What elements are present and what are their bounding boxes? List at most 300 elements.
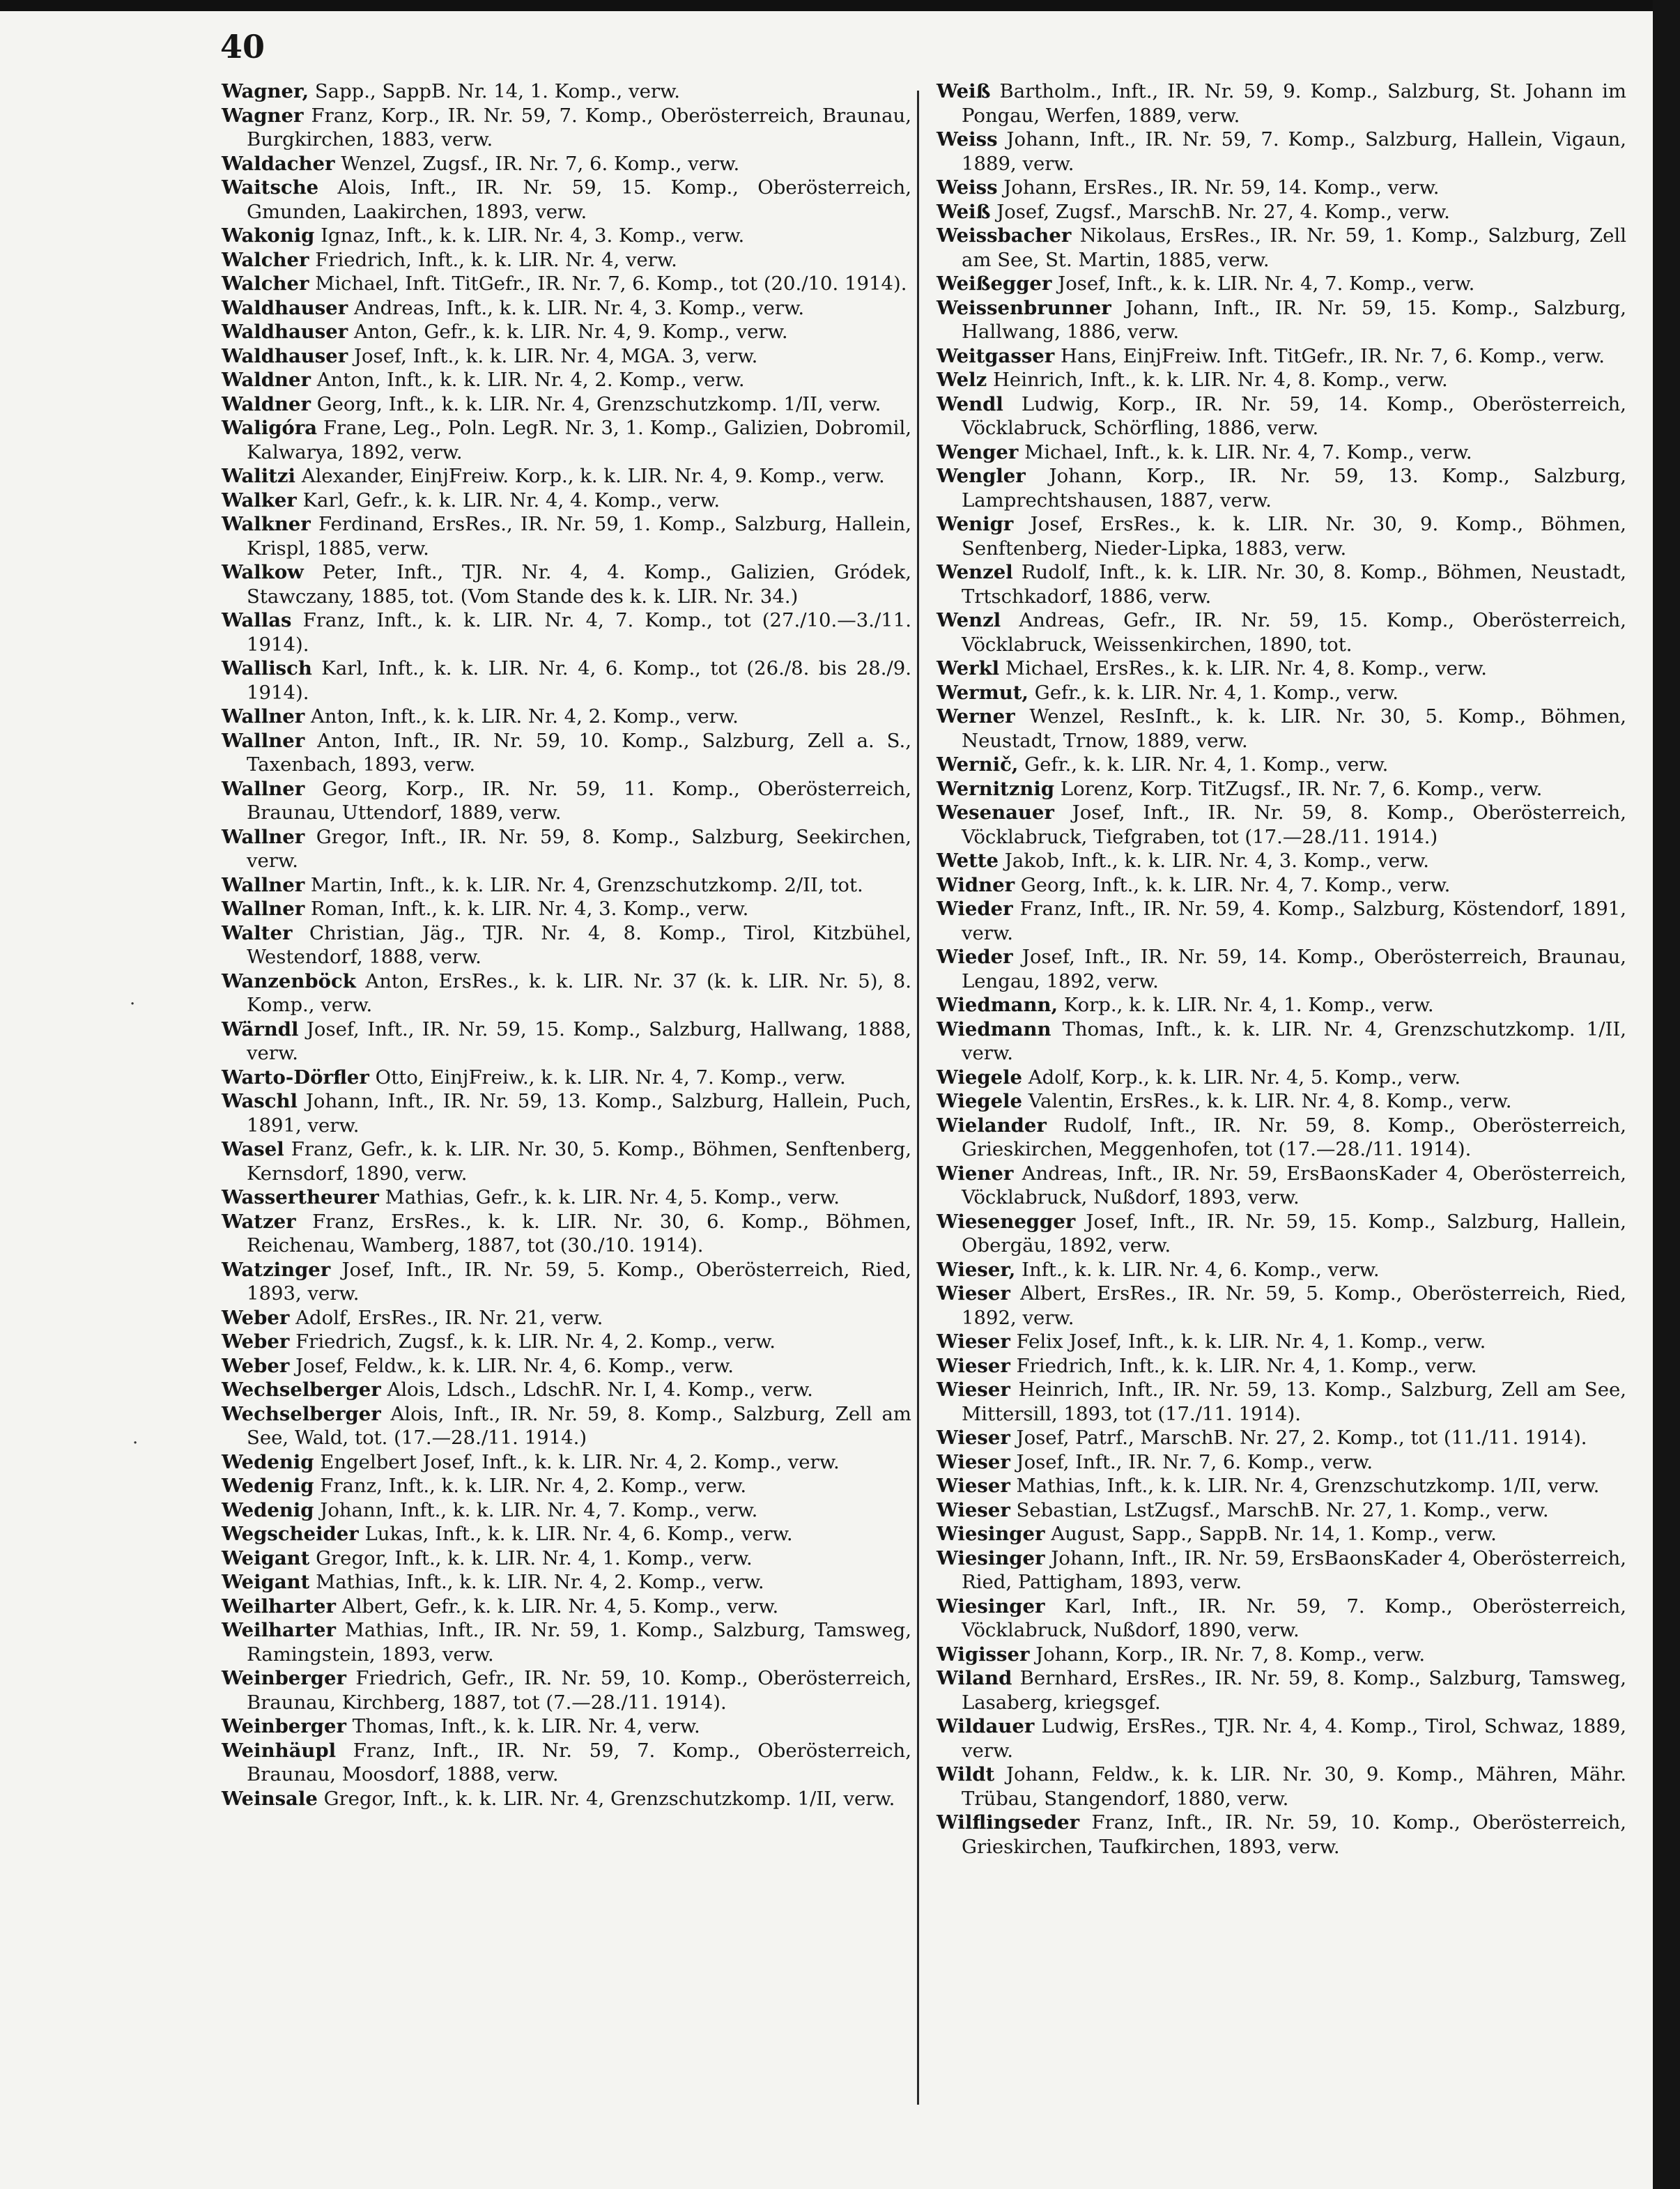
- entry-details: Friedrich, Zugsf., k. k. LIR. Nr. 4, 2. Komp., verw.: [289, 1330, 776, 1353]
- register-entry: [937, 272, 1626, 296]
- entry-details: Gefr., k. k. LIR. Nr. 4, 1. Komp., verw.: [1018, 753, 1389, 776]
- register-entry: [937, 1714, 1626, 1762]
- entry-surname: Wenzel: [937, 561, 1013, 583]
- entry-details: Karl, Inft., k. k. LIR. Nr. 4, 6. Komp., tot (26./8. bis 28./9. 1914).: [247, 657, 911, 704]
- entry-surname: Waldner: [222, 369, 311, 391]
- entry-details: Johann, Feldw., k. k. LIR. Nr. 30, 9. Komp., Mähren, Mähr. Trübau, Stangendorf, 1880, verw.: [962, 1763, 1626, 1810]
- entry-surname: Weitgasser: [937, 344, 1055, 367]
- register-entry: [222, 1474, 911, 1498]
- entry-surname: Waldner: [222, 392, 311, 415]
- register-entry: [222, 1330, 911, 1354]
- entry-details: Johann, Inft., IR. Nr. 59, 13. Komp., Salzburg, Hallein, Puch, 1891, verw.: [247, 1090, 911, 1137]
- register-entry: [937, 993, 1626, 1017]
- entry-details: Josef, Feldw., k. k. LIR. Nr. 4, 6. Komp., verw.: [289, 1354, 734, 1377]
- register-entry: [222, 512, 911, 560]
- register-entry: [937, 1426, 1626, 1450]
- entry-surname: Wieser: [937, 1450, 1010, 1473]
- entry-surname: Watzer: [222, 1210, 296, 1233]
- register-entry: [222, 416, 911, 464]
- entry-surname: Wiegele: [937, 1090, 1023, 1112]
- register-entry: [937, 801, 1626, 849]
- entry-surname: Weber: [222, 1330, 290, 1353]
- entry-details: Anton, Inft., k. k. LIR. Nr. 4, 2. Komp., verw.: [305, 705, 739, 728]
- entry-surname: Wallner: [222, 898, 305, 920]
- entry-details: Bartholm., Inft., IR. Nr. 59, 9. Komp., Salzburg, St. Johann im Pongau, Werfen, 1889, verw.: [962, 80, 1626, 127]
- entry-details: Valentin, ErsRes., k. k. LIR. Nr. 4, 8. Komp., verw.: [1022, 1090, 1512, 1112]
- register-entry: [937, 849, 1626, 873]
- entry-details: Albert, Gefr., k. k. LIR. Nr. 4, 5. Komp., verw.: [336, 1595, 779, 1618]
- entry-surname: Wigisser: [937, 1643, 1030, 1666]
- entry-surname: Wiland: [937, 1667, 1012, 1689]
- entry-surname: Walkner: [222, 513, 311, 535]
- entry-details: Franz, ErsRes., k. k. LIR. Nr. 30, 6. Komp., Böhmen, Reichenau, Wamberg, 1887, tot (30./10. 1914).: [247, 1210, 911, 1257]
- entry-surname: Wallner: [222, 777, 305, 800]
- entry-details: Peter, Inft., TJR. Nr. 4, 4. Komp., Galizien, Gródek, Stawczany, 1885, tot. (Vom Stande des k. k. LIR. Nr. 34.): [247, 561, 911, 608]
- left-column: [222, 79, 911, 1811]
- entry-surname: Wiegele: [937, 1066, 1023, 1089]
- entry-details: Alois, Inft., IR. Nr. 59, 15. Komp., Oberösterreich, Gmunden, Laakirchen, 1893, verw.: [247, 176, 911, 223]
- entry-surname: Watzinger: [222, 1258, 331, 1281]
- right-column: [937, 79, 1626, 1859]
- entry-surname: Wallas: [222, 609, 292, 631]
- entry-surname: Wieser: [937, 1378, 1010, 1401]
- register-entry: [222, 1258, 911, 1306]
- entry-details: Johann, ErsRes., IR. Nr. 59, 14. Komp., verw.: [997, 176, 1440, 199]
- entry-details: Ludwig, ErsRes., TJR. Nr. 4, 4. Komp., Tirol, Schwaz, 1889, verw.: [962, 1715, 1626, 1762]
- register-entry: [937, 1258, 1626, 1282]
- entry-details: Rudolf, Inft., IR. Nr. 59, 8. Komp., Oberösterreich, Grieskirchen, Meggenhofen, tot (17.—28./11. 1914).: [962, 1114, 1626, 1160]
- entry-surname: Wieder: [937, 898, 1013, 920]
- register-entry: [222, 969, 911, 1017]
- register-entry: [937, 1330, 1626, 1354]
- entry-surname: Werner: [937, 705, 1015, 728]
- entry-details: Josef, Inft., IR. Nr. 7, 6. Komp., verw.: [1010, 1450, 1373, 1473]
- entry-surname: Walitzi: [222, 465, 295, 487]
- entry-details: Heinrich, Inft., IR. Nr. 59, 13. Komp., Salzburg, Zell am See, Mittersill, 1893, tot (17./11. 1914).: [962, 1378, 1626, 1425]
- entry-details: Gefr., k. k. LIR. Nr. 4, 1. Komp., verw.: [1028, 681, 1398, 704]
- entry-details: Karl, Inft., IR. Nr. 59, 7. Komp., Oberösterreich, Vöcklabruck, Nußdorf, 1890, verw.: [962, 1595, 1626, 1641]
- entry-surname: Wendl: [937, 392, 1003, 415]
- register-entry: [937, 1066, 1626, 1090]
- register-entry: [222, 897, 911, 921]
- register-entry: [937, 176, 1626, 200]
- register-entry: [937, 79, 1626, 128]
- entry-surname: Weber: [222, 1306, 290, 1329]
- entry-details: Anton, Inft., k. k. LIR. Nr. 4, 2. Komp., verw.: [310, 369, 745, 391]
- entry-details: Gregor, Inft., k. k. LIR. Nr. 4, Grenzschutzkomp. 1/II, verw.: [317, 1787, 895, 1810]
- register-entry: [937, 1498, 1626, 1523]
- entry-surname: Wakonig: [222, 224, 315, 247]
- entry-surname: Weilharter: [222, 1595, 337, 1618]
- register-entry: [937, 296, 1626, 344]
- entry-surname: Wengler: [937, 465, 1026, 487]
- entry-details: Ignaz, Inft., k. k. LIR. Nr. 4, 3. Komp., verw.: [314, 224, 745, 247]
- entry-details: Alexander, EinjFreiw. Korp., k. k. LIR. Nr. 4, 9. Komp., verw.: [295, 465, 885, 487]
- entry-surname: Wielander: [937, 1114, 1047, 1137]
- entry-surname: Werkl: [937, 657, 1000, 679]
- entry-surname: Wegscheider: [222, 1523, 359, 1545]
- register-entry: [222, 152, 911, 176]
- entry-details: Friedrich, Inft., k. k. LIR. Nr. 4, 1. Komp., verw.: [1010, 1354, 1477, 1377]
- entry-surname: Wenigr: [937, 513, 1014, 535]
- entry-surname: Waldhauser: [222, 296, 348, 319]
- entry-details: Anton, ErsRes., k. k. LIR. Nr. 37 (k. k. LIR. Nr. 5), 8. Komp., verw.: [247, 969, 911, 1016]
- entry-details: Johann, Korp., IR. Nr. 7, 8. Komp., verw.: [1029, 1643, 1426, 1666]
- entry-surname: Wedenig: [222, 1450, 314, 1473]
- entry-surname: Weigant: [222, 1571, 310, 1593]
- register-entry: [222, 1066, 911, 1090]
- register-entry: [937, 1595, 1626, 1643]
- entry-details: Ferdinand, ErsRes., IR. Nr. 59, 1. Komp., Salzburg, Hallein, Krispl, 1885, verw.: [247, 513, 911, 560]
- register-entry: [937, 368, 1626, 392]
- entry-details: Josef, Inft., IR. Nr. 59, 15. Komp., Salzburg, Hallein, Obergäu, 1892, verw.: [962, 1210, 1626, 1257]
- register-entry: [937, 1762, 1626, 1811]
- register-entry: [937, 897, 1626, 945]
- entry-details: Johann, Inft., k. k. LIR. Nr. 4, 7. Komp., verw.: [314, 1498, 758, 1521]
- entry-surname: Weiss: [937, 128, 998, 151]
- entry-details: Franz, Korp., IR. Nr. 59, 7. Komp., Oberösterreich, Braunau, Burgkirchen, 1883, verw.: [247, 104, 911, 151]
- entry-surname: Weiss: [937, 176, 998, 199]
- register-entry: [937, 440, 1626, 465]
- entry-details: Mathias, Inft., k. k. LIR. Nr. 4, 2. Komp., verw.: [309, 1571, 764, 1593]
- register-entry: [937, 512, 1626, 560]
- register-entry: [222, 296, 911, 321]
- register-entry: [222, 921, 911, 969]
- entry-details: Franz, Gefr., k. k. LIR. Nr. 30, 5. Komp., Böhmen, Senftenberg, Kernsdorf, 1890, verw.: [247, 1138, 911, 1185]
- entry-surname: Wechselberger: [222, 1378, 381, 1401]
- entry-surname: Wiesenegger: [937, 1210, 1076, 1233]
- register-entry: [222, 1787, 911, 1811]
- entry-details: Lorenz, Korp. TitZugsf., IR. Nr. 7, 6. Komp., verw.: [1054, 777, 1543, 800]
- register-entry: [937, 392, 1626, 440]
- page-number: 40: [220, 28, 265, 66]
- entry-details: Korp., k. k. LIR. Nr. 4, 1. Komp., verw.: [1058, 994, 1434, 1016]
- entry-details: Michael, Inft. TitGefr., IR. Nr. 7, 6. Komp., tot (20./10. 1914).: [309, 272, 907, 295]
- entry-details: Josef, Inft., IR. Nr. 59, 14. Komp., Oberösterreich, Braunau, Lengau, 1892, verw.: [962, 946, 1626, 992]
- register-entry: [222, 1137, 911, 1185]
- entry-surname: Wallner: [222, 873, 305, 896]
- entry-surname: Wieser,: [937, 1258, 1016, 1281]
- entry-surname: Wallner: [222, 705, 305, 728]
- entry-surname: Wärndl: [222, 1017, 299, 1040]
- register-entry: [937, 1546, 1626, 1595]
- register-entry: [222, 1595, 911, 1619]
- entry-surname: Waldhauser: [222, 321, 348, 343]
- entry-surname: Wiedmann: [937, 1017, 1051, 1040]
- register-entry: [222, 777, 911, 825]
- entry-surname: Wieser: [937, 1475, 1010, 1497]
- register-entry: [222, 224, 911, 248]
- entry-surname: Weinhäupl: [222, 1739, 337, 1762]
- entry-details: Nikolaus, ErsRes., IR. Nr. 59, 1. Komp., Salzburg, Zell am See, St. Martin, 1885, verw.: [962, 224, 1626, 271]
- register-entry: [222, 320, 911, 344]
- entry-surname: Weinsale: [222, 1787, 318, 1810]
- entry-surname: Walcher: [222, 248, 309, 271]
- register-entry: [222, 368, 911, 392]
- register-entry: [222, 1450, 911, 1475]
- entry-surname: Weissbacher: [937, 224, 1072, 247]
- entry-details: Franz, Inft., IR. Nr. 59, 7. Komp., Oberösterreich, Braunau, Moosdorf, 1888, verw.: [247, 1739, 911, 1785]
- entry-details: Josef, ErsRes., k. k. LIR. Nr. 30, 9. Komp., Böhmen, Senftenberg, Nieder-Lipka, 1883, verw.: [962, 513, 1626, 560]
- register-entry: [937, 464, 1626, 512]
- register-entry: [222, 464, 911, 489]
- entry-surname: Weissenbrunner: [937, 296, 1111, 319]
- register-entry: [937, 945, 1626, 993]
- entry-details: Thomas, Inft., k. k. LIR. Nr. 4, verw.: [346, 1715, 700, 1737]
- scan-top-edge: [0, 0, 1680, 11]
- register-entry: [222, 1354, 911, 1378]
- entry-surname: Wiesinger: [937, 1595, 1045, 1618]
- entry-details: Roman, Inft., k. k. LIR. Nr. 4, 3. Komp., verw.: [305, 898, 749, 920]
- entry-details: Franz, Inft., IR. Nr. 59, 10. Komp., Oberösterreich, Grieskirchen, Taufkirchen, 1893, verw.: [962, 1811, 1626, 1858]
- entry-surname: Wieser: [937, 1354, 1010, 1377]
- register-entry: [937, 1474, 1626, 1498]
- entry-surname: Wenzl: [937, 609, 1001, 631]
- entry-details: Christian, Jäg., TJR. Nr. 4, 8. Komp., Tirol, Kitzbühel, Westendorf, 1888, verw.: [247, 921, 911, 968]
- entry-details: Michael, Inft., k. k. LIR. Nr. 4, 7. Komp., verw.: [1018, 440, 1472, 463]
- entry-surname: Wilflingseder: [937, 1811, 1080, 1834]
- entry-details: Anton, Inft., IR. Nr. 59, 10. Komp., Salzburg, Zell a. S., Taxenbach, 1893, verw.: [247, 729, 911, 776]
- entry-details: Michael, ErsRes., k. k. LIR. Nr. 4, 8. Komp., verw.: [999, 657, 1488, 679]
- register-entry: [937, 705, 1626, 753]
- entry-surname: Waldacher: [222, 152, 335, 175]
- column-divider: [917, 91, 919, 2105]
- entry-surname: Waschl: [222, 1090, 298, 1112]
- register-entry: [222, 825, 911, 873]
- entry-details: Josef, Inft., k. k. LIR. Nr. 4, MGA. 3, verw.: [348, 344, 758, 367]
- register-entry: [222, 656, 911, 705]
- register-entry: [937, 1017, 1626, 1066]
- entry-surname: Weiß: [937, 200, 991, 223]
- register-entry: [937, 656, 1626, 681]
- entry-details: Frane, Leg., Poln. LegR. Nr. 3, 1. Komp., Galizien, Dobromil, Kalwarya, 1892, verw.: [247, 417, 911, 463]
- register-entry: [222, 1185, 911, 1210]
- register-entry: [937, 1378, 1626, 1426]
- entry-details: August, Sapp., SappB. Nr. 14, 1. Komp., verw.: [1045, 1523, 1497, 1545]
- register-entry: [937, 1282, 1626, 1330]
- entry-surname: Waitsche: [222, 176, 319, 199]
- register-entry: [937, 777, 1626, 801]
- register-entry: [222, 1378, 911, 1402]
- register-entry: [937, 608, 1626, 656]
- entry-surname: Walcher: [222, 272, 309, 295]
- entry-surname: Wieser: [937, 1282, 1010, 1305]
- entry-surname: Wermut,: [937, 681, 1028, 704]
- entry-details: Alois, Ldsch., LdschR. Nr. I, 4. Komp., verw.: [380, 1378, 813, 1401]
- register-entry: [222, 1498, 911, 1523]
- entry-surname: Wallisch: [222, 657, 312, 679]
- entry-details: Martin, Inft., k. k. LIR. Nr. 4, Grenzschutzkomp. 2/II, tot.: [305, 873, 863, 896]
- register-entry: [937, 1643, 1626, 1667]
- entry-details: Friedrich, Gefr., IR. Nr. 59, 10. Komp., Oberösterreich, Braunau, Kirchberg, 1887, tot (7.—28./11. 1914).: [247, 1667, 911, 1714]
- entry-surname: Wanzenböck: [222, 969, 356, 992]
- entry-details: Johann, Inft., IR. Nr. 59, ErsBaonsKader 4, Oberösterreich, Ried, Pattigham, 1893, verw.: [962, 1546, 1626, 1593]
- entry-details: Johann, Korp., IR. Nr. 59, 13. Komp., Salzburg, Lamprechtshausen, 1887, verw.: [962, 465, 1626, 512]
- entry-details: Gregor, Inft., IR. Nr. 59, 8. Komp., Salzburg, Seekirchen, verw.: [247, 825, 911, 872]
- entry-details: Wenzel, ResInft., k. k. LIR. Nr. 30, 5. Komp., Böhmen, Neustadt, Trnow, 1889, verw.: [962, 705, 1626, 752]
- entry-surname: Wagner,: [222, 80, 309, 102]
- entry-surname: Warto-Dörfler: [222, 1066, 369, 1089]
- entry-surname: Wassertheurer: [222, 1186, 379, 1208]
- register-entry: [937, 1666, 1626, 1714]
- register-entry: [937, 753, 1626, 777]
- register-entry: [222, 344, 911, 369]
- register-entry: [222, 272, 911, 296]
- entry-details: Mathias, Gefr., k. k. LIR. Nr. 4, 5. Komp., verw.: [378, 1186, 840, 1208]
- register-entry: [222, 1546, 911, 1571]
- entry-surname: Wedenig: [222, 1475, 314, 1497]
- entry-surname: Wenger: [937, 440, 1019, 463]
- entry-details: Johann, Inft., IR. Nr. 59, 15. Komp., Salzburg, Hallwang, 1886, verw.: [962, 296, 1626, 343]
- entry-details: Josef, Zugsf., MarschB. Nr. 27, 4. Komp., verw.: [990, 200, 1450, 223]
- entry-details: Sapp., SappB. Nr. 14, 1. Komp., verw.: [309, 80, 681, 102]
- register-entry: [222, 1089, 911, 1137]
- entry-details: Engelbert Josef, Inft., k. k. LIR. Nr. 4, 2. Komp., verw.: [314, 1450, 840, 1473]
- entry-surname: Weber: [222, 1354, 290, 1377]
- register-entry: [222, 1666, 911, 1714]
- entry-details: Alois, Inft., IR. Nr. 59, 8. Komp., Salzburg, Zell am See, Wald, tot. (17.—28./11. 1914.): [247, 1402, 911, 1449]
- entry-details: Johann, Inft., IR. Nr. 59, 7. Komp., Salzburg, Hallein, Vigaun, 1889, verw.: [962, 128, 1626, 175]
- entry-surname: Wieser: [937, 1498, 1010, 1521]
- entry-details: Sebastian, LstZugsf., MarschB. Nr. 27, 1. Komp., verw.: [1010, 1498, 1549, 1521]
- entry-surname: Wiener: [937, 1162, 1014, 1185]
- entry-details: Franz, Inft., k. k. LIR. Nr. 4, 7. Komp., tot (27./10.—3./11. 1914).: [247, 609, 911, 656]
- register-entry: [222, 1402, 911, 1450]
- entry-surname: Wieder: [937, 946, 1013, 968]
- margin-speck: ·: [132, 1433, 139, 1454]
- entry-surname: Wiedmann,: [937, 994, 1058, 1016]
- register-entry: [222, 729, 911, 777]
- register-entry: [222, 1210, 911, 1258]
- entry-surname: Wernitznig: [937, 777, 1055, 800]
- entry-details: Georg, Inft., k. k. LIR. Nr. 4, 7. Komp., verw.: [1015, 873, 1451, 896]
- entry-surname: Waldhauser: [222, 344, 348, 367]
- register-entry: [222, 1570, 911, 1595]
- entry-surname: Wedenig: [222, 1498, 314, 1521]
- entry-surname: Weilharter: [222, 1619, 337, 1641]
- register-entry: [937, 1354, 1626, 1378]
- entry-details: Karl, Gefr., k. k. LIR. Nr. 4, 4. Komp., verw.: [296, 489, 720, 512]
- entry-details: Friedrich, Inft., k. k. LIR. Nr. 4, verw.: [309, 248, 677, 271]
- entry-details: Rudolf, Inft., k. k. LIR. Nr. 30, 8. Komp., Böhmen, Neustadt, Trtschkadorf, 1886, verw.: [962, 561, 1626, 608]
- entry-surname: Wieser: [937, 1427, 1010, 1449]
- register-entry: [937, 344, 1626, 369]
- register-entry: [937, 1114, 1626, 1162]
- entry-surname: Widner: [937, 873, 1015, 896]
- register-entry: [222, 1306, 911, 1330]
- register-entry: [222, 560, 911, 608]
- entry-details: Thomas, Inft., k. k. LIR. Nr. 4, Grenzschutzkomp. 1/II, verw.: [962, 1017, 1626, 1064]
- register-entry: [937, 560, 1626, 608]
- register-entry: [222, 1618, 911, 1666]
- entry-surname: Wiesinger: [937, 1523, 1045, 1545]
- register-entry: [937, 1450, 1626, 1475]
- entry-details: Andreas, Inft., k. k. LIR. Nr. 4, 3. Komp., verw.: [348, 296, 805, 319]
- entry-details: Josef, Inft., IR. Nr. 59, 15. Komp., Salzburg, Hallwang, 1888, verw.: [247, 1017, 911, 1064]
- entry-details: Bernhard, ErsRes., IR. Nr. 59, 8. Komp., Salzburg, Tamsweg, Lasaberg, kriegsgef.: [962, 1667, 1626, 1714]
- entry-details: Lukas, Inft., k. k. LIR. Nr. 4, 6. Komp., verw.: [358, 1523, 793, 1545]
- entry-surname: Weißegger: [937, 272, 1052, 295]
- entry-details: Felix Josef, Inft., k. k. LIR. Nr. 4, 1. Komp., verw.: [1010, 1330, 1486, 1353]
- entry-details: Andreas, Inft., IR. Nr. 59, ErsBaonsKader 4, Oberösterreich, Vöcklabruck, Nußdorf, 1893, verw.: [962, 1162, 1626, 1208]
- register-entry: [222, 1017, 911, 1066]
- entry-details: Franz, Inft., IR. Nr. 59, 4. Komp., Salzburg, Köstendorf, 1891, verw.: [962, 898, 1626, 944]
- entry-surname: Wildt: [937, 1763, 995, 1785]
- register-entry: [222, 1522, 911, 1546]
- entry-surname: Weigant: [222, 1546, 310, 1569]
- margin-speck: ·: [130, 994, 136, 1015]
- entry-details: Gregor, Inft., k. k. LIR. Nr. 4, 1. Komp., verw.: [309, 1546, 753, 1569]
- entry-details: Franz, Inft., k. k. LIR. Nr. 4, 2. Komp., verw.: [314, 1475, 747, 1497]
- entry-details: Josef, Inft., k. k. LIR. Nr. 4, 7. Komp., verw.: [1051, 272, 1475, 295]
- entry-surname: Wallner: [222, 729, 305, 752]
- entry-surname: Walkow: [222, 561, 304, 583]
- entry-surname: Wesenauer: [937, 801, 1054, 824]
- register-entry: [937, 1089, 1626, 1114]
- entry-details: Mathias, Inft., k. k. LIR. Nr. 4, Grenzschutzkomp. 1/II, verw.: [1010, 1475, 1600, 1497]
- register-entry: [937, 1811, 1626, 1859]
- entry-surname: Weinberger: [222, 1667, 347, 1689]
- entry-surname: Wasel: [222, 1138, 284, 1160]
- entry-surname: Weinberger: [222, 1715, 347, 1737]
- register-entry: [222, 489, 911, 513]
- register-entry: [222, 1739, 911, 1787]
- register-entry: [222, 176, 911, 224]
- entry-details: Otto, EinjFreiw., k. k. LIR. Nr. 4, 7. Komp., verw.: [369, 1066, 846, 1089]
- entry-details: Mathias, Inft., IR. Nr. 59, 1. Komp., Salzburg, Tamsweg, Ramingstein, 1893, verw.: [247, 1619, 911, 1666]
- entry-details: Adolf, Korp., k. k. LIR. Nr. 4, 5. Komp., verw.: [1022, 1066, 1461, 1089]
- entry-details: Josef, Inft., IR. Nr. 59, 8. Komp., Oberösterreich, Vöcklabruck, Tiefgraben, tot (17.—28./11. 1914.): [962, 801, 1626, 848]
- entry-surname: Wieser: [937, 1330, 1010, 1353]
- entry-details: Jakob, Inft., k. k. LIR. Nr. 4, 3. Komp., verw.: [999, 850, 1430, 872]
- register-entry: [937, 873, 1626, 898]
- entry-details: Adolf, ErsRes., IR. Nr. 21, verw.: [289, 1306, 603, 1329]
- entry-details: Andreas, Gefr., IR. Nr. 59, 15. Komp., Oberösterreich, Vöcklabruck, Weissenkirchen, 1890, tot.: [962, 609, 1626, 656]
- entry-surname: Wagner: [222, 104, 304, 127]
- register-entry: [937, 1210, 1626, 1258]
- register-entry: [937, 224, 1626, 272]
- entry-surname: Wallner: [222, 825, 305, 848]
- register-entry: [222, 392, 911, 417]
- entry-details: Wenzel, Zugsf., IR. Nr. 7, 6. Komp., verw.: [334, 152, 740, 175]
- register-entry: [222, 248, 911, 272]
- register-entry: [222, 1714, 911, 1739]
- entry-details: Heinrich, Inft., k. k. LIR. Nr. 4, 8. Komp., verw.: [987, 369, 1448, 391]
- entry-details: Hans, EinjFreiw. Inft. TitGefr., IR. Nr. 7, 6. Komp., verw.: [1054, 344, 1605, 367]
- entry-details: Albert, ErsRes., IR. Nr. 59, 5. Komp., Oberösterreich, Ried, 1892, verw.: [962, 1282, 1626, 1329]
- entry-surname: Wette: [937, 850, 999, 872]
- register-entry: [937, 1162, 1626, 1210]
- entry-surname: Walter: [222, 921, 293, 944]
- register-entry: [222, 608, 911, 656]
- entry-details: Josef, Patrf., MarschB. Nr. 27, 2. Komp., tot (11./11. 1914).: [1010, 1427, 1587, 1449]
- register-entry: [937, 200, 1626, 224]
- entry-surname: Weiß: [937, 80, 991, 102]
- register-entry: [222, 873, 911, 898]
- entry-details: Georg, Korp., IR. Nr. 59, 11. Komp., Oberösterreich, Braunau, Uttendorf, 1889, verw.: [247, 777, 911, 824]
- entry-surname: Wiesinger: [937, 1546, 1045, 1569]
- register-entry: [937, 681, 1626, 705]
- entry-surname: Wechselberger: [222, 1402, 381, 1425]
- register-entry: [222, 79, 911, 104]
- entry-surname: Wernič,: [937, 753, 1019, 776]
- entry-surname: Walker: [222, 489, 297, 512]
- entry-surname: Waligóra: [222, 417, 318, 439]
- entry-surname: Wildauer: [937, 1715, 1035, 1737]
- register-entry: [937, 1522, 1626, 1546]
- scan-right-edge: [1653, 0, 1680, 2189]
- entry-details: Anton, Gefr., k. k. LIR. Nr. 4, 9. Komp., verw.: [348, 321, 788, 343]
